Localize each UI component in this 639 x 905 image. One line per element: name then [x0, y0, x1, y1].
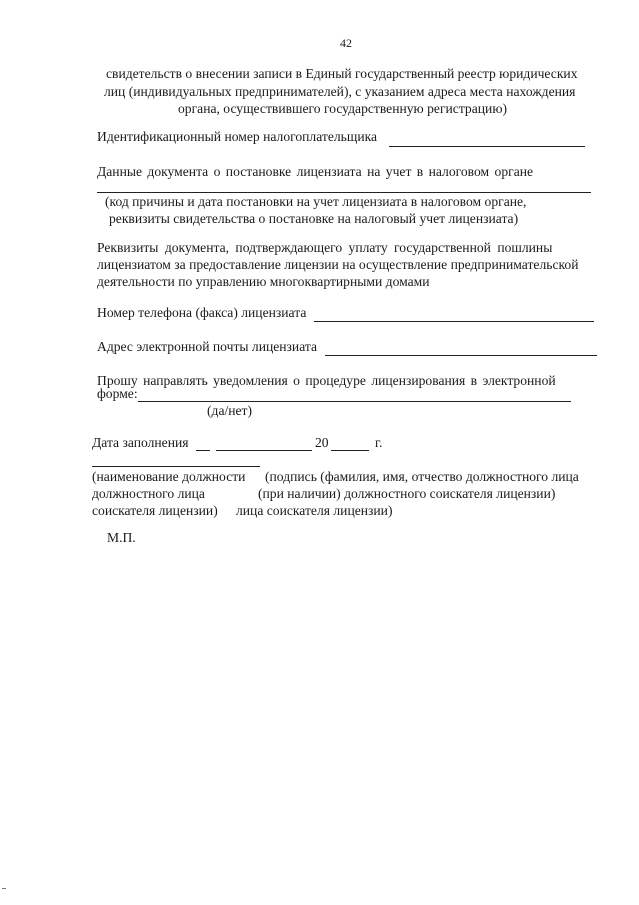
- notify-hint: (да/нет): [207, 403, 253, 418]
- duty-line-2: лицензиатом за предоставление лицензии на осуществление предпринимательской: [97, 257, 579, 272]
- signature-col2-line-3: лица соискателя лицензии): [236, 503, 393, 518]
- notify-line-2: форме:: [97, 386, 138, 401]
- duty-line-1: Реквизиты документа, подтверждающего уплату государственной пошлины: [97, 240, 553, 255]
- email-label: Адрес электронной почты лицензиата: [97, 339, 318, 354]
- tax-doc-label: Данные документа о постановке лицензиата на учет в налоговом органе: [97, 164, 534, 179]
- tax-doc-hint-1: (код причины и дата постановки на учет лицензиата в налоговом органе,: [105, 194, 527, 209]
- signature-col1-line-1: (наименование должности: [92, 469, 246, 484]
- signature-col1-line-3: соискателя лицензии): [92, 503, 218, 518]
- inn-label: Идентификационный номер налогоплательщика: [97, 129, 378, 144]
- email-field[interactable]: [325, 355, 597, 356]
- notify-line-1: Прошу направлять уведомления о процедуре лицензирования в электронной: [97, 373, 556, 388]
- date-year-field[interactable]: [331, 450, 369, 451]
- inn-field[interactable]: [389, 146, 585, 147]
- signature-col2-line-1: (подпись (фамилия, имя, отчество должностного лица: [265, 469, 579, 484]
- page-number: 42: [340, 36, 352, 50]
- signature-col2-line-2: (при наличии) должностного соискателя лицензии): [258, 486, 556, 501]
- date-year-prefix: 20: [315, 435, 329, 450]
- date-label: Дата заполнения: [92, 435, 189, 450]
- date-day-field[interactable]: [196, 450, 210, 451]
- notify-field[interactable]: [138, 401, 571, 402]
- header-line-1: свидетельств о внесении записи в Единый государственный реестр юридических: [106, 66, 578, 81]
- date-suffix: г.: [375, 435, 383, 450]
- tax-doc-field[interactable]: [97, 192, 591, 193]
- phone-field[interactable]: [314, 321, 594, 322]
- stamp-label: М.П.: [107, 530, 136, 545]
- position-field[interactable]: [92, 466, 260, 467]
- scan-mark: [2, 888, 6, 889]
- tax-doc-hint-2: реквизиты свидетельства о постановке на налоговый учет лицензиата): [109, 211, 519, 226]
- duty-line-3: деятельности по управлению многоквартирными домами: [97, 274, 430, 289]
- phone-label: Номер телефона (факса) лицензиата: [97, 305, 307, 320]
- header-line-2: лиц (индивидуальных предпринимателей), с указанием адреса места нахождения: [104, 84, 576, 99]
- header-line-3: органа, осуществившего государственную регистрацию): [178, 101, 507, 116]
- date-month-field[interactable]: [216, 450, 312, 451]
- signature-col1-line-2: должностного лица: [92, 486, 205, 501]
